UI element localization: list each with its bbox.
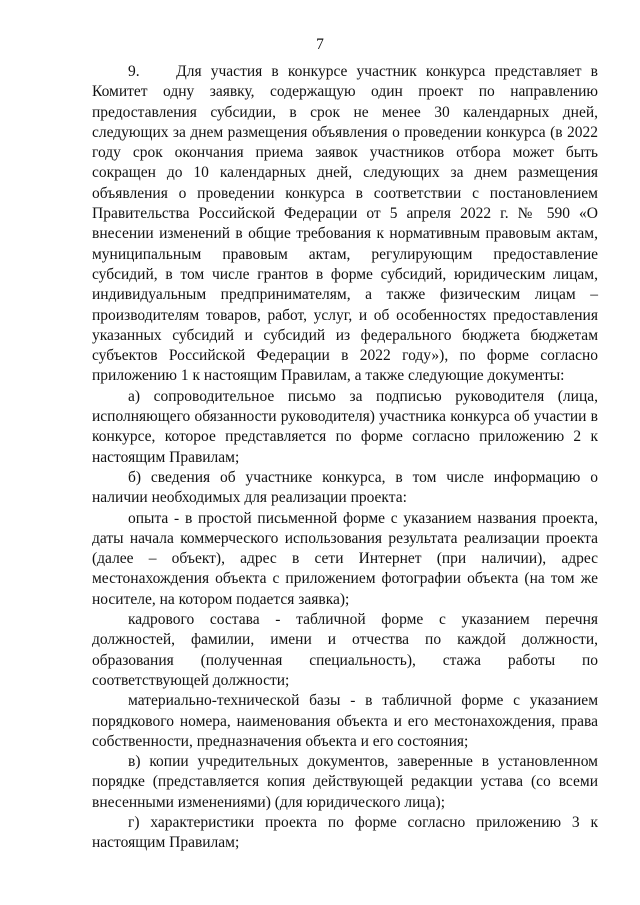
paragraph-subitem-b: б) сведения об участнике конкурса, в том числе информацию о наличии необходимых для реализации проекта:	[92, 468, 598, 507]
paragraph-item-9: 9. Для участия в конкурсе участник конкурса представляет в Комитет одну заявку, содержащую один проект по направлению предоставления субсидии, в срок не менее 30 календарных дней, следующих за днем размещения объявления о проведении конкурса (в 2022 году срок окончания приема заявок участников отбора может быть сокращен до 10 календарных дней, следующих за днем размещения объявления о проведении конкурса в соответствии с постановлением Правительства Российской Федерации от 5 апреля 2022 г. № 590 «О внесении изменений в общие требования к нормативным правовым актам, муниципальным правовым актам, регулирующим предоставление субсидий, в том числе грантов в форме субсидий, юридическим лицам, индивидуальным предпринимателям, а также физическим лицам – производителям товаров, работ, услуг, и об особенностях предоставления указанных субсидий и субсидий из федерального бюджета бюджетам субъектов Российской Федерации в 2022 году»), по форме согласно приложению 1 к настоящим Правилам, а также следующие документы:	[92, 63, 598, 385]
document-body	[92, 62, 598, 854]
paragraph-staff: кадрового состава - табличной форме с указанием перечня должностей, фамилии, имени и отчества по каждой должности, образования (полученная специальность), стажа работы по соответствующей должности;	[92, 611, 598, 689]
paragraph-material-base: материально-технической базы - в табличной форме с указанием порядкового номера, наименования объекта и его местонахождения, права собственности, предназначения объекта и его состояния;	[92, 692, 598, 750]
paragraph-experience: опыта - в простой письменной форме с указанием названия проекта, даты начала коммерческого использования результата реализации проекта (далее – объект), адрес в сети Интернет (при наличии), адрес местонахождения объекта с приложением фотографии объекта (на том же носителе, на котором подается заявка);	[92, 509, 598, 608]
paragraph-subitem-v: в) копии учредительных документов, заверенные в установленном порядке (представляется копия действующей редакции устава (со всеми внесенными изменениями) (для юридического лица);	[92, 753, 598, 811]
paragraph-subitem-a: а) сопроводительное письмо за подписью руководителя (лица, исполняющего обязанности руководителя) участника конкурса об участии в конкурсе, которое представляется по форме согласно приложению 2 к настоящим Правилам;	[92, 387, 598, 466]
paragraph-subitem-g: г) характеристики проекта по форме согласно приложению 3 к настоящим Правилам;	[92, 813, 598, 852]
page-number: 7	[316, 36, 324, 53]
